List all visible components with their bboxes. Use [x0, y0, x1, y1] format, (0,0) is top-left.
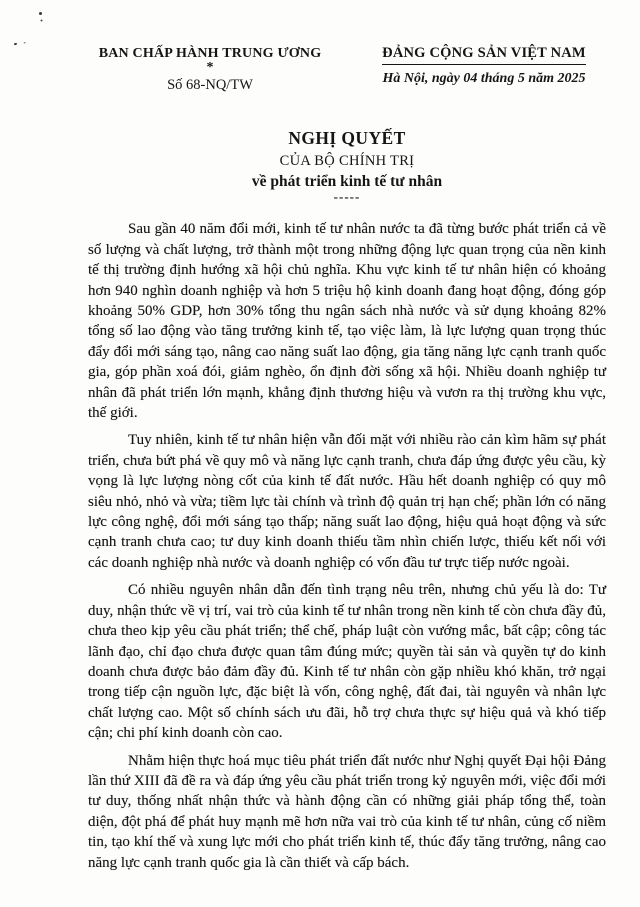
issuing-org-block — [60, 46, 360, 94]
document-title-issuer: CỦA BỘ CHÍNH TRỊ — [279, 152, 415, 169]
org-star-separator: * — [206, 60, 214, 75]
document-title-block — [0, 0, 640, 203]
issuing-org-name: BAN CHẤP HÀNH TRUNG ƯƠNG — [98, 46, 322, 61]
document-title-subject: về phát triển kinh tế tư nhân — [251, 173, 443, 190]
body-paragraph: Tuy nhiên, kinh tế tư nhân hiện vẫn đối mặt với nhiều rào cản kìm hãm sự phát triển, chưa bứt phá về quy mô và năng lực cạnh tranh, chưa đáp ứng được yêu cầu, kỳ vọng là lực lượng nòng cốt của kinh tế đất nước. Hầu hết doanh nghiệp có quy mô siêu nhỏ, nhỏ và vừa; tiềm lực tài chính và trình độ quản trị hạn chế; phần lớn có năng lực công nghệ, đổi mới sáng tạo thấp; năng suất lao động, hiệu quả hoạt động và sức cạnh tranh chưa cao; tư duy kinh doanh thiếu tầm nhìn chiến lược, thiếu kết nối với các doanh nghiệp nhà nước và doanh nghiệp có vốn đầu tư trực tiếp nước ngoài. — [88, 432, 606, 571]
party-name: ĐẢNG CỘNG SẢN VIỆT NAM — [382, 45, 586, 65]
place-dateline: Hà Nội, ngày 04 tháng 5 năm 2025 — [382, 71, 586, 86]
body-paragraph: Có nhiều nguyên nhân dẫn đến tình trạng nêu trên, nhưng chủ yếu là do: Tư duy, nhận thức về vị trí, vai trò của kinh tế tư nhân trong nền kinh tế còn chưa đầy đủ, chưa theo kịp yêu cầu phát triển; thể chế, pháp luật còn vướng mắc, bất cập; công tác lãnh đạo, chỉ đạo chưa được quan tâm đúng mức; quyền tài sản và quyền tự do kinh doanh chưa được bảo đảm đầy đủ. Kinh tế tư nhân còn gặp nhiều khó khăn, trở ngại trong tiếp cận nguồn lực, đặc biệt là vốn, công nghệ, đất đai, tài nguyên và nhân lực chất lượng cao. Một số chính sách ưu đãi, hỗ trợ chưa thực sự hiệu quả và khó tiếp cận; chi phí kinh doanh còn cao. — [88, 582, 606, 742]
title-separator-dashes: ----- — [333, 189, 361, 205]
document-body — [0, 203, 640, 873]
national-motto-block — [352, 44, 616, 87]
body-paragraph: Nhằm hiện thực hoá mục tiêu phát triển đất nước như Nghị quyết Đại hội Đảng lần thứ XIII đã đề ra và đáp ứng yêu cầu phát triển trong kỷ nguyên mới, việc đổi mới tư duy, thống nhất nhận thức và hành động cần có những giải pháp tổng thể, toàn diện, đột phá để phát huy mạnh mẽ hơn nữa vai trò của kinh tế tư nhân, củng cố niềm tin, tạo khí thế và xung lực mới cho phát triển kinh tế, thúc đẩy tăng trưởng, nâng cao năng lực cạnh tranh quốc gia là cần thiết và cấp bách. — [88, 752, 606, 871]
scan-artifact — [39, 12, 42, 15]
document-title: NGHỊ QUYẾT — [288, 128, 406, 148]
document-number: Số 68-NQ/TW — [167, 77, 253, 93]
body-paragraph: Sau gần 40 năm đổi mới, kinh tế tư nhân nước ta đã từng bước phát triển cả về số lượng và chất lượng, trở thành một trong những động lực quan trọng của nền kinh tế thị trường định hướng xã hội chủ nghĩa. Khu vực kinh tế tư nhân hiện có khoảng hơn 940 nghìn doanh nghiệp và hơn 5 triệu hộ kinh doanh đang hoạt động, đóng góp khoảng 50% GDP, hơn 30% tổng thu ngân sách nhà nước và sử dụng khoảng 82% tổng số lao động vào tăng trưởng kinh tế, tạo việc làm, là lực lượng quan trọng thúc đẩy đổi mới sáng tạo, nâng cao năng suất lao động, gia tăng năng lực cạnh tranh quốc gia, góp phần xoá đói, giảm nghèo, ổn định đời sống xã hội. Nhiều doanh nghiệp tư nhân đã phát triển lớn mạnh, khẳng định thương hiệu và vươn ra thị trường khu vực, thế giới. — [88, 221, 606, 422]
